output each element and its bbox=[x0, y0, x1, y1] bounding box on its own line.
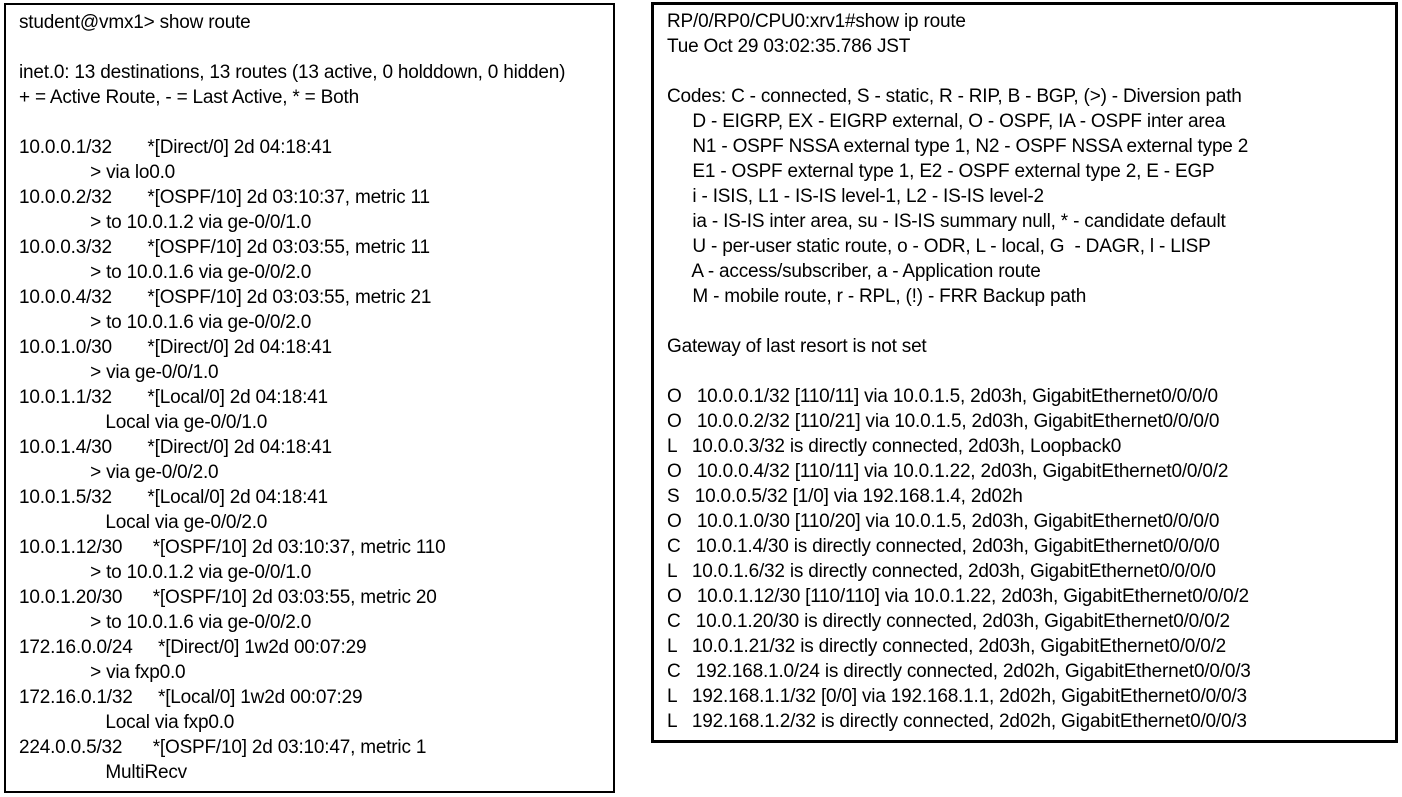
terminal-line: A - access/subscriber, a - Application route bbox=[667, 261, 1041, 282]
terminal-line: 10.0.0.4/32 *[OSPF/10] 2d 03:03:55, metric 21 bbox=[19, 287, 432, 308]
terminal-line bbox=[667, 59, 1389, 84]
terminal-line: L 192.168.1.1/32 [0/0] via 192.168.1.1, 2d02h, GigabitEthernet0/0/0/3 bbox=[667, 686, 1247, 707]
terminal-line: L 192.168.1.2/32 is directly connected, 2d02h, GigabitEthernet0/0/0/3 bbox=[667, 711, 1247, 732]
terminal-line: O 10.0.0.2/32 [110/21] via 10.0.1.5, 2d03h, GigabitEthernet0/0/0/0 bbox=[667, 411, 1220, 432]
terminal-line bbox=[667, 359, 1389, 384]
terminal-line: 10.0.1.0/30 *[Direct/0] 2d 04:18:41 bbox=[19, 337, 332, 358]
terminal-line: D - EIGRP, EX - EIGRP external, O - OSPF, IA - OSPF inter area bbox=[667, 111, 1226, 132]
terminal-line: L 10.0.0.3/32 is directly connected, 2d03h, Loopback0 bbox=[667, 436, 1122, 457]
terminal-line: i - ISIS, L1 - IS-IS level-1, L2 - IS-IS level-2 bbox=[667, 186, 1044, 207]
juniper-terminal-output bbox=[19, 10, 607, 785]
terminal-line: > via lo0.0 bbox=[19, 162, 176, 183]
terminal-line: 10.0.1.20/30 *[OSPF/10] 2d 03:03:55, metric 20 bbox=[19, 587, 437, 608]
terminal-line: MultiRecv bbox=[19, 762, 187, 783]
juniper-show-route-panel bbox=[4, 3, 615, 793]
terminal-line: ia - IS-IS inter area, su - IS-IS summary null, * - candidate default bbox=[667, 211, 1226, 232]
terminal-line: C 192.168.1.0/24 is directly connected, 2d02h, GigabitEthernet0/0/0/3 bbox=[667, 661, 1251, 682]
terminal-line: 172.16.0.0/24 *[Direct/0] 1w2d 00:07:29 bbox=[19, 637, 367, 658]
terminal-line: > to 10.0.1.6 via ge-0/0/2.0 bbox=[19, 312, 312, 333]
terminal-line: L 10.0.1.21/32 is directly connected, 2d03h, GigabitEthernet0/0/0/2 bbox=[667, 636, 1227, 657]
terminal-line: Local via ge-0/0/1.0 bbox=[19, 412, 268, 433]
terminal-line: 10.0.1.5/32 *[Local/0] 2d 04:18:41 bbox=[19, 487, 328, 508]
terminal-line: Local via ge-0/0/2.0 bbox=[19, 512, 268, 533]
terminal-line: > to 10.0.1.6 via ge-0/0/2.0 bbox=[19, 262, 312, 283]
terminal-line: O 10.0.0.1/32 [110/11] via 10.0.1.5, 2d03h, GigabitEthernet0/0/0/0 bbox=[667, 386, 1218, 407]
terminal-line: C 10.0.1.20/30 is directly connected, 2d03h, GigabitEthernet0/0/0/2 bbox=[667, 611, 1230, 632]
terminal-line bbox=[19, 35, 607, 60]
terminal-line bbox=[19, 110, 607, 135]
terminal-line: > to 10.0.1.6 via ge-0/0/2.0 bbox=[19, 612, 312, 633]
terminal-line: > via ge-0/0/2.0 bbox=[19, 462, 219, 483]
terminal-line: Gateway of last resort is not set bbox=[667, 336, 927, 357]
terminal-line: student@vmx1> show route bbox=[19, 12, 251, 33]
cisco-terminal-output bbox=[667, 9, 1389, 734]
terminal-line: Codes: C - connected, S - static, R - RIP, B - BGP, (>) - Diversion path bbox=[667, 86, 1242, 107]
terminal-line bbox=[667, 309, 1389, 334]
terminal-line: > via fxp0.0 bbox=[19, 662, 186, 683]
terminal-line: U - per-user static route, o - ODR, L - local, G - DAGR, l - LISP bbox=[667, 236, 1211, 257]
terminal-line: O 10.0.0.4/32 [110/11] via 10.0.1.22, 2d03h, GigabitEthernet0/0/0/2 bbox=[667, 461, 1229, 482]
terminal-line: N1 - OSPF NSSA external type 1, N2 - OSPF NSSA external type 2 bbox=[667, 136, 1249, 157]
terminal-line: L 10.0.1.6/32 is directly connected, 2d03h, GigabitEthernet0/0/0/0 bbox=[667, 561, 1216, 582]
terminal-line: Tue Oct 29 03:02:35.786 JST bbox=[667, 36, 911, 57]
terminal-line: O 10.0.1.12/30 [110/110] via 10.0.1.22, 2d03h, GigabitEthernet0/0/0/2 bbox=[667, 586, 1249, 607]
terminal-line: E1 - OSPF external type 1, E2 - OSPF external type 2, E - EGP bbox=[667, 161, 1215, 182]
terminal-line: + = Active Route, - = Last Active, * = Both bbox=[19, 87, 359, 108]
terminal-line: 10.0.0.1/32 *[Direct/0] 2d 04:18:41 bbox=[19, 137, 332, 158]
terminal-line: O 10.0.1.0/30 [110/20] via 10.0.1.5, 2d03h, GigabitEthernet0/0/0/0 bbox=[667, 511, 1220, 532]
terminal-line: > to 10.0.1.2 via ge-0/0/1.0 bbox=[19, 212, 312, 233]
terminal-line: 10.0.1.1/32 *[Local/0] 2d 04:18:41 bbox=[19, 387, 328, 408]
terminal-line: S 10.0.0.5/32 [1/0] via 192.168.1.4, 2d02h bbox=[667, 486, 1023, 507]
terminal-line: > to 10.0.1.2 via ge-0/0/1.0 bbox=[19, 562, 312, 583]
terminal-line: 10.0.0.2/32 *[OSPF/10] 2d 03:10:37, metric 11 bbox=[19, 187, 430, 208]
terminal-line: 10.0.1.12/30 *[OSPF/10] 2d 03:10:37, metric 110 bbox=[19, 537, 446, 558]
cisco-show-ip-route-panel bbox=[651, 2, 1398, 743]
terminal-line: inet.0: 13 destinations, 13 routes (13 active, 0 holddown, 0 hidden) bbox=[19, 62, 566, 83]
terminal-line: 224.0.0.5/32 *[OSPF/10] 2d 03:10:47, metric 1 bbox=[19, 737, 427, 758]
terminal-line: Local via fxp0.0 bbox=[19, 712, 235, 733]
terminal-line: > via ge-0/0/1.0 bbox=[19, 362, 219, 383]
terminal-line: 172.16.0.1/32 *[Local/0] 1w2d 00:07:29 bbox=[19, 687, 363, 708]
terminal-line: M - mobile route, r - RPL, (!) - FRR Backup path bbox=[667, 286, 1087, 307]
terminal-line: C 10.0.1.4/30 is directly connected, 2d03h, GigabitEthernet0/0/0/0 bbox=[667, 536, 1220, 557]
terminal-line: 10.0.1.4/30 *[Direct/0] 2d 04:18:41 bbox=[19, 437, 332, 458]
terminal-line: RP/0/RP0/CPU0:xrv1#show ip route bbox=[667, 11, 966, 32]
terminal-line: 10.0.0.3/32 *[OSPF/10] 2d 03:03:55, metric 11 bbox=[19, 237, 430, 258]
